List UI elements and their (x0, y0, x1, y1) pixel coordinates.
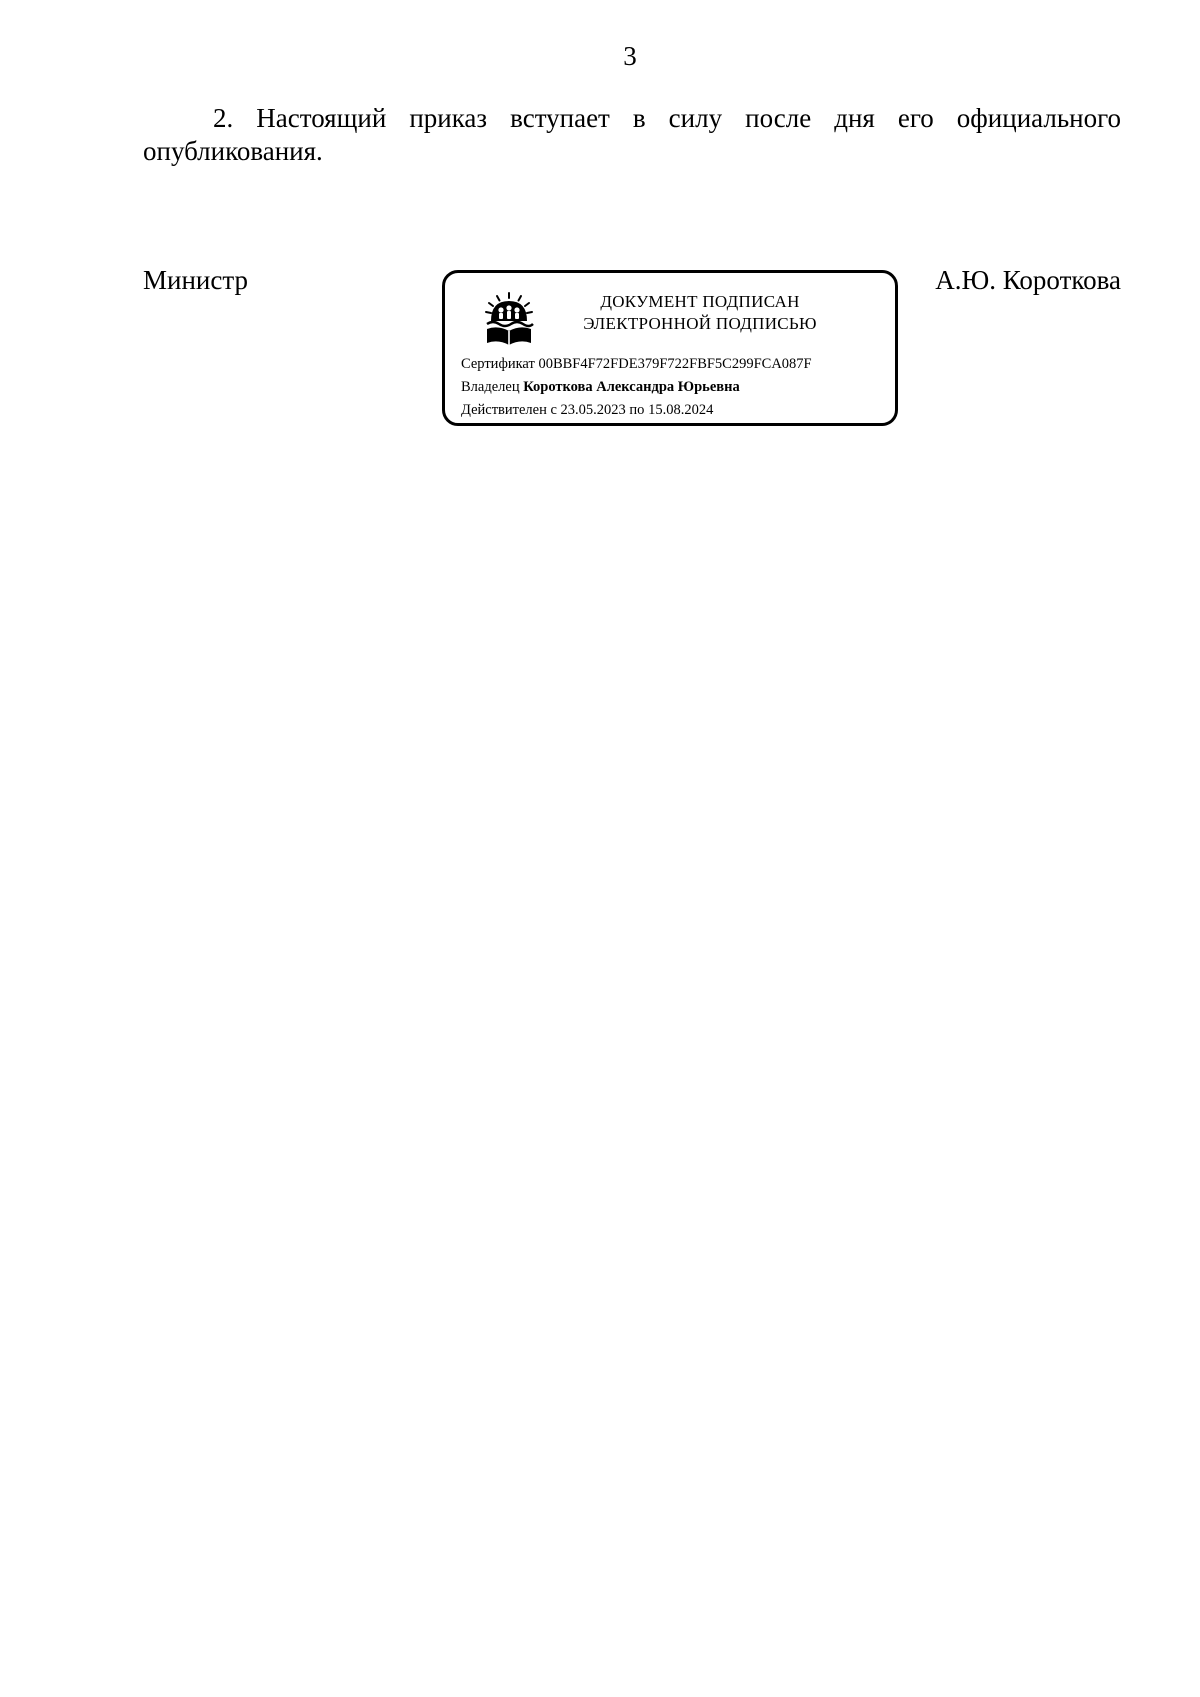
stamp-owner-line (461, 376, 891, 399)
stamp-heading (545, 291, 855, 335)
electronic-signature-stamp (442, 270, 898, 426)
stamp-certificate-line (461, 353, 891, 376)
stamp-heading-line-1: ДОКУМЕНТ ПОДПИСАН (600, 292, 800, 311)
certificate-value: 00BBF4F72FDE379F722FBF5C299FCA087F (538, 356, 812, 372)
signer-name: А.Ю. Короткова (935, 265, 1121, 295)
valid-label: Действителен (461, 402, 547, 418)
certificate-label: Сертификат (461, 356, 535, 372)
stamp-heading-line-2: ЭЛЕКТРОННОЙ ПОДПИСЬЮ (583, 314, 817, 333)
stamp-validity-line (461, 399, 891, 422)
coat-of-arms-icon (483, 291, 535, 347)
owner-value: Короткова Александра Юрьевна (523, 379, 740, 395)
signer-title: Министр (143, 265, 248, 295)
page-number: 3 (623, 41, 637, 71)
valid-to-date: 15.08.2024 (648, 402, 714, 418)
valid-from-word: с (550, 402, 557, 418)
valid-from-date: 23.05.2023 (560, 402, 626, 418)
stamp-details (461, 353, 891, 422)
owner-label: Владелец (461, 379, 520, 395)
order-paragraph: 2. Настоящий приказ вступает в силу после дня его официального опубликования. (143, 103, 1121, 166)
valid-to-word: по (629, 402, 645, 418)
